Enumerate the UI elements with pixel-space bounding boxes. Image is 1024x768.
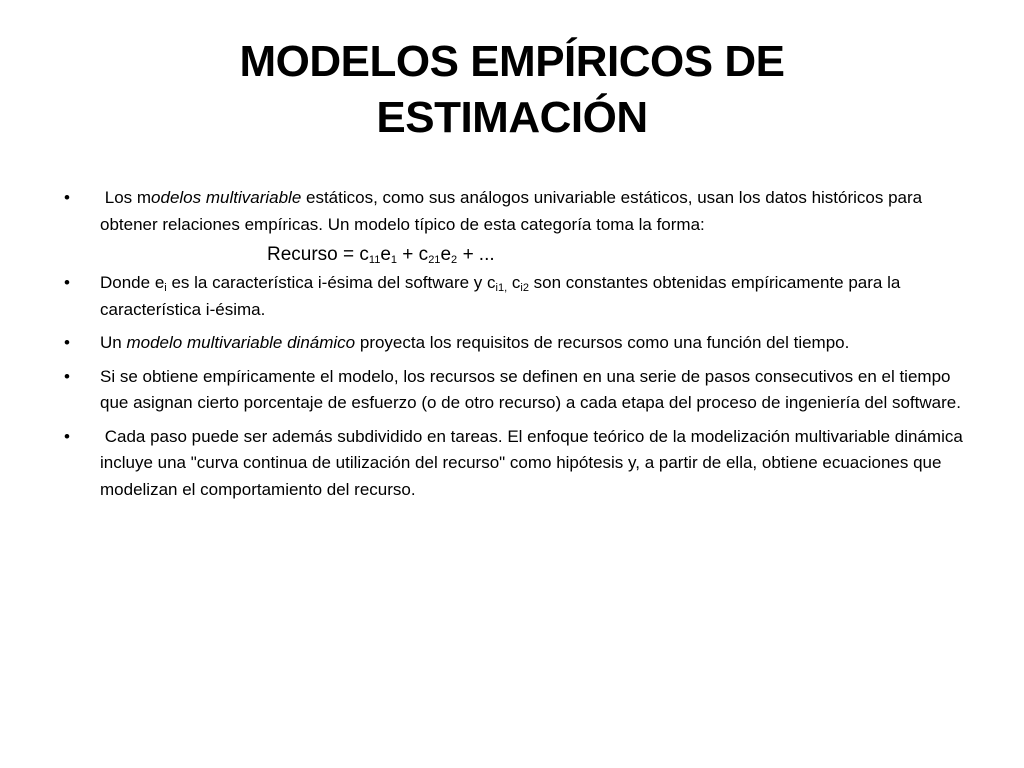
formula-part-3: + c — [397, 244, 429, 265]
bullet-2-part-2: es la característica i-ésima del software y c — [166, 273, 496, 292]
bullet-1-text-end: estáticos, como sus análogos univariable estáticos, usan los datos históricos para obtener relaciones empíricas. Un modelo típico de esta categoría toma la forma: — [100, 188, 923, 234]
bullet-2-sub-2: i1, — [495, 282, 508, 294]
bullet-item-1 — [60, 185, 970, 238]
bullet-5-text: Cada paso puede ser además subdividido en tareas. El enfoque teórico de la modelización multivariable dinámica incluye una "curva continua de utilización del recurso" como hipótesis y, a partir de ella, obtiene ecuaciones que modelizan el comportamiento del recurso. — [100, 426, 968, 499]
slide-body — [60, 185, 970, 503]
bullet-2-part-4: son constantes obtenidas empíricamente para la característica i-ésima. — [100, 273, 901, 319]
formula — [60, 240, 970, 270]
bullet-marker: • — [64, 366, 70, 386]
slide-title-line-1: MODELOS EMPÍRICOS DE — [239, 37, 785, 86]
formula-part-1: Recurso = c — [267, 244, 369, 265]
formula-sub-2: 1 — [390, 254, 398, 266]
bullet-3-text-start: Un — [100, 333, 127, 352]
formula-sub-1: 11 — [368, 254, 381, 266]
bullet-1-italic-term: odelos multivariable — [151, 188, 302, 207]
bullet-marker: • — [64, 426, 70, 446]
bullet-3-text-end: proyecta los requisitos de recursos como una función del tiempo. — [355, 333, 850, 352]
slide-title — [60, 34, 964, 146]
bullet-item-3 — [60, 330, 970, 357]
formula-part-2: e — [380, 244, 391, 265]
bullet-marker: • — [64, 333, 70, 352]
formula-part-7: ... — [473, 244, 495, 265]
bullet-item-2 — [60, 270, 970, 323]
formula-part-4: e — [440, 244, 452, 265]
bullet-1-text-start: Los m — [100, 188, 152, 207]
bullet-2-sub-3: i2 — [520, 282, 529, 294]
bullet-2-sub-1: i — [164, 282, 167, 294]
bullet-2-part-1: Donde e — [100, 273, 165, 292]
formula-sub-4: 2 — [451, 254, 458, 266]
bullet-marker: • — [64, 273, 70, 292]
bullet-3-italic-term: modelo multivariable dinámico — [126, 333, 356, 352]
bullet-item-5 — [60, 424, 970, 504]
formula-sub-3: 21 — [428, 254, 441, 266]
slide-title-line-2: ESTIMACIÓN — [376, 93, 648, 142]
bullet-2-part-3: c — [507, 273, 521, 292]
bullet-marker: • — [64, 188, 70, 207]
bullet-4-text: Si se obtiene empíricamente el modelo, los recursos se definen en una serie de pasos consecutivos en el tiempo que asignan cierto porcentaje de esfuerzo (o de otro recurso) a cada etapa del proceso de ingeniería del software. — [100, 366, 961, 412]
formula-plus: + — [462, 244, 474, 265]
bullet-item-4 — [60, 364, 970, 417]
